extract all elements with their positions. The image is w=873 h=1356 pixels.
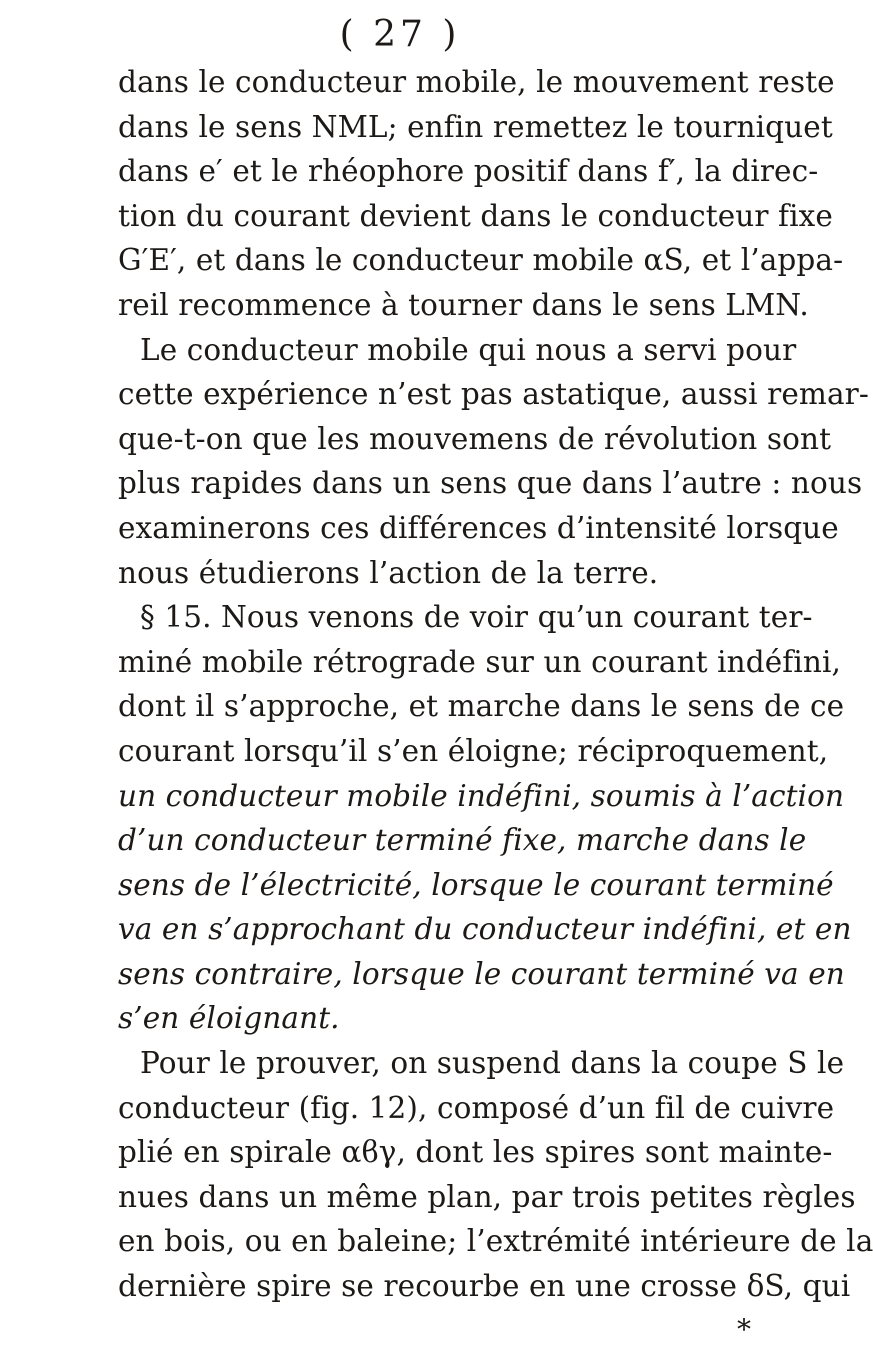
text-line: dans le conducteur mobile, le mouvement reste xyxy=(118,65,835,99)
text-line: dont il s’approche, et marche dans le sens de ce xyxy=(118,689,845,724)
text-line: dans le sens NML; enfin remettez le tourniquet xyxy=(118,109,833,144)
text-line: un conducteur mobile indéfini, soumis à l’action xyxy=(118,778,845,813)
text-line: nous étudierons l’action de la terre. xyxy=(118,555,659,590)
text-line: que-t-on que les mouvemens de révolution sont xyxy=(118,421,832,456)
text-line: courant lorsqu’il s’en éloigne; réciproquement, xyxy=(118,733,829,768)
text-line: conducteur (fig. 12), composé d’un fil de cuivre xyxy=(118,1090,835,1125)
text-line: va en s’approchant du conducteur indéfini, et en xyxy=(118,912,852,947)
text-line: sens de l’électricité, lorsque le courant terminé xyxy=(118,867,834,902)
signature-mark: * xyxy=(737,1313,751,1346)
text-line: d’un conducteur terminé fixe, marche dans le xyxy=(118,823,807,858)
text-line: sens contraire, lorsque le courant terminé va en xyxy=(118,956,845,991)
text-line: Pour le prouver, on suspend dans la coupe S le xyxy=(140,1046,845,1081)
text-line: en bois, ou en baleine; l’extrémité intérieure de la xyxy=(118,1224,873,1259)
text-line: plus rapides dans un sens que dans l’autre : nous xyxy=(118,466,863,501)
text-line: § 15. Nous venons de voir qu’un courant ter- xyxy=(140,600,813,635)
text-line: miné mobile rétrograde sur un courant indéfini, xyxy=(118,644,841,679)
text-line: plié en spirale αϐγ, dont les spires sont mainte- xyxy=(118,1135,833,1170)
text-line: nues dans un même plan, par trois petites règles xyxy=(118,1179,856,1214)
text-line: dans e′ et le rhéophore positif dans f′, la direc- xyxy=(118,154,819,189)
text-line: s’en éloignant. xyxy=(118,1001,340,1036)
text-line: tion du courant devient dans le conducteur fixe xyxy=(118,198,833,233)
text-line: dernière spire se recourbe en une crosse δS, qui xyxy=(118,1269,851,1304)
text-line: examinerons ces différences d’intensité lorsque xyxy=(118,510,839,545)
body-text xyxy=(118,60,873,1309)
text-line: cette expérience n’est pas astatique, aussi remar- xyxy=(118,377,869,412)
text-line: Le conducteur mobile qui nous a servi pour xyxy=(140,332,797,367)
text-line: G′E′, et dans le conducteur mobile αS, et l’appa- xyxy=(118,243,844,278)
text-line: reil recommence à tourner dans le sens LMN. xyxy=(118,287,809,322)
page-number: ( 27 ) xyxy=(339,14,461,55)
